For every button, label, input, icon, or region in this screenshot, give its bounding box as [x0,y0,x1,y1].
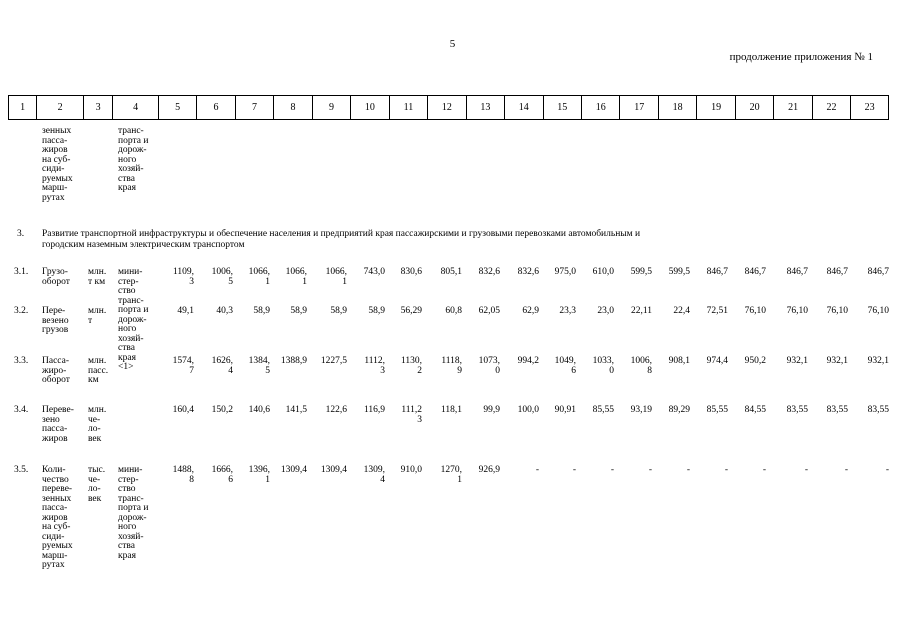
section-number: 3. [17,229,25,239]
value-cell: 1388,9 [280,356,307,366]
value-cell: 1384, 5 [248,356,270,376]
value-cell: 111,2 3 [401,405,422,425]
unit-cell: тыс. че- ло- век [88,465,106,504]
indicator-cell: Переве- зено пасса- жиров [42,405,74,444]
value-cell: 1227,5 [320,356,347,366]
unit-cell: млн. пасс. км [88,356,109,385]
column-header: 12 [428,96,466,120]
value-cell: 99,9 [483,405,500,415]
executor-cell: мини- стер- ство транс- порта и дорож- ного хозяй- ства края [118,465,149,561]
value-cell: - [572,465,576,475]
column-header: 19 [697,96,735,120]
row-number: 3.3. [14,356,29,366]
section-title-line2: городским наземным электрическим транспортом [42,240,245,250]
value-cell: 910,0 [400,465,422,475]
column-header: 1 [9,96,37,120]
value-cell: 1066, 1 [325,267,347,287]
column-header: 4 [113,96,159,120]
value-cell: 90,91 [554,405,576,415]
value-cell: 83,55 [786,405,808,415]
column-header: 16 [582,96,620,120]
value-cell: 40,3 [216,306,233,316]
column-header-table [8,95,889,120]
value-cell: 23,0 [597,306,614,316]
column-header: 2 [37,96,84,120]
value-cell: - [804,465,808,475]
value-cell: 975,0 [554,267,576,277]
value-cell: 76,10 [867,306,889,316]
value-cell: - [686,465,690,475]
value-cell: 932,1 [867,356,889,366]
column-header: 14 [505,96,543,120]
column-header: 22 [812,96,850,120]
value-cell: 76,10 [786,306,808,316]
value-cell: 926,9 [478,465,500,475]
value-cell: 76,10 [826,306,848,316]
header-row [9,96,889,120]
value-cell: 85,55 [592,405,614,415]
column-header: 5 [158,96,196,120]
value-cell: 150,2 [211,405,233,415]
value-cell: 1488, 8 [172,465,194,485]
value-cell: 22,4 [673,306,690,316]
row-number: 3.2. [14,306,29,316]
column-header: 17 [620,96,658,120]
value-cell: 122,6 [325,405,347,415]
unit-cell: млн. че- ло- век [88,405,107,444]
value-cell: 58,9 [330,306,347,316]
value-cell: 118,1 [440,405,462,415]
indicator-cell: Пере- везено грузов [42,306,69,335]
value-cell: 62,05 [478,306,500,316]
value-cell: 116,9 [363,405,385,415]
value-cell: 1049, 6 [554,356,576,376]
value-cell: - [762,465,766,475]
value-cell: 832,6 [517,267,539,277]
value-cell: 58,9 [253,306,270,316]
value-cell: 832,6 [478,267,500,277]
value-cell: 56,29 [400,306,422,316]
value-cell: 1006, 5 [211,267,233,287]
value-cell: 1309,4 [280,465,307,475]
indicator-cell: Пасса- жиро- оборот [42,356,70,385]
column-header: 6 [197,96,235,120]
value-cell: 610,0 [592,267,614,277]
value-cell: 805,1 [440,267,462,277]
column-header: 21 [774,96,812,120]
value-cell: 72,51 [706,306,728,316]
value-cell: 1666, 6 [211,465,233,485]
value-cell: - [724,465,728,475]
row-number: 3.1. [14,267,29,277]
continuation-label: продолжение приложения № 1 [729,51,873,63]
column-header: 11 [389,96,427,120]
column-header: 10 [351,96,389,120]
unit-cell: млн. т [88,306,107,326]
value-cell: 1118, 9 [441,356,462,376]
value-cell: - [885,465,889,475]
indicator-cell: Коли- чество переве- зенных пасса- жиров на суб- сиди- руемых марш- рутах [42,465,73,570]
value-cell: 1626, 4 [211,356,233,376]
row-number: 3.4. [14,405,29,415]
column-header: 8 [274,96,312,120]
value-cell: 85,55 [706,405,728,415]
value-cell: 599,5 [668,267,690,277]
value-cell: - [648,465,652,475]
value-cell: 846,7 [786,267,808,277]
indicator-cell: Грузо- оборот [42,267,70,287]
value-cell: 846,7 [867,267,889,277]
value-cell: 1033, 0 [592,356,614,376]
value-cell: 743,0 [363,267,385,277]
value-cell: 1109, 3 [172,267,194,287]
column-header: 3 [83,96,112,120]
value-cell: - [844,465,848,475]
value-cell: 932,1 [826,356,848,366]
continued-executor-cell: транс- порта и дорож- ного хозяй- ства края [118,126,149,193]
value-cell: 93,19 [630,405,652,415]
value-cell: 23,3 [559,306,576,316]
value-cell: 1066, 1 [248,267,270,287]
value-cell: 830,6 [400,267,422,277]
executor-cell: мини- стер- ство транс- порта и дорож- ного хозяй- ства края <1> [118,267,149,372]
value-cell: 846,7 [706,267,728,277]
value-cell: 83,55 [867,405,889,415]
value-cell: 1006, 8 [630,356,652,376]
value-cell: 1574, 7 [172,356,194,376]
value-cell: 100,0 [517,405,539,415]
value-cell: 84,55 [744,405,766,415]
value-cell: 599,5 [630,267,652,277]
value-cell: - [535,465,539,475]
value-cell: 950,2 [744,356,766,366]
page-number: 5 [449,38,456,50]
value-cell: 76,10 [744,306,766,316]
value-cell: 1309, 4 [363,465,385,485]
column-header: 15 [543,96,581,120]
column-header: 9 [312,96,350,120]
column-header: 13 [466,96,504,120]
value-cell: 160,4 [172,405,194,415]
value-cell: 141,5 [285,405,307,415]
value-cell: 932,1 [786,356,808,366]
value-cell: 1396, 1 [248,465,270,485]
value-cell: - [610,465,614,475]
value-cell: 994,2 [517,356,539,366]
value-cell: 846,7 [744,267,766,277]
value-cell: 908,1 [668,356,690,366]
value-cell: 58,9 [290,306,307,316]
row-number: 3.5. [14,465,29,475]
continued-indicator-cell: зенных пасса- жиров на суб- сиди- руемых марш- рутах [42,126,73,203]
value-cell: 1270, 1 [440,465,462,485]
value-cell: 60,8 [445,306,462,316]
value-cell: 1309,4 [320,465,347,475]
value-cell: 62,9 [522,306,539,316]
unit-cell: млн. т км [88,267,107,287]
column-header: 7 [235,96,273,120]
value-cell: 846,7 [826,267,848,277]
value-cell: 1066, 1 [285,267,307,287]
section-title-line1: Развитие транспортной инфраструктуры и обеспечение населения и предприятий края пассажирскими и грузовыми перевозками автомобильным и [42,229,641,239]
column-header: 23 [851,96,889,120]
value-cell: 83,55 [826,405,848,415]
column-header: 20 [735,96,773,120]
value-cell: 974,4 [706,356,728,366]
value-cell: 89,29 [668,405,690,415]
value-cell: 1112, 3 [364,356,385,376]
column-header: 18 [658,96,696,120]
value-cell: 1073, 0 [478,356,500,376]
value-cell: 1130, 2 [400,356,422,376]
value-cell: 49,1 [177,306,194,316]
value-cell: 140,6 [248,405,270,415]
value-cell: 58,9 [368,306,385,316]
value-cell: 22,11 [630,306,652,316]
